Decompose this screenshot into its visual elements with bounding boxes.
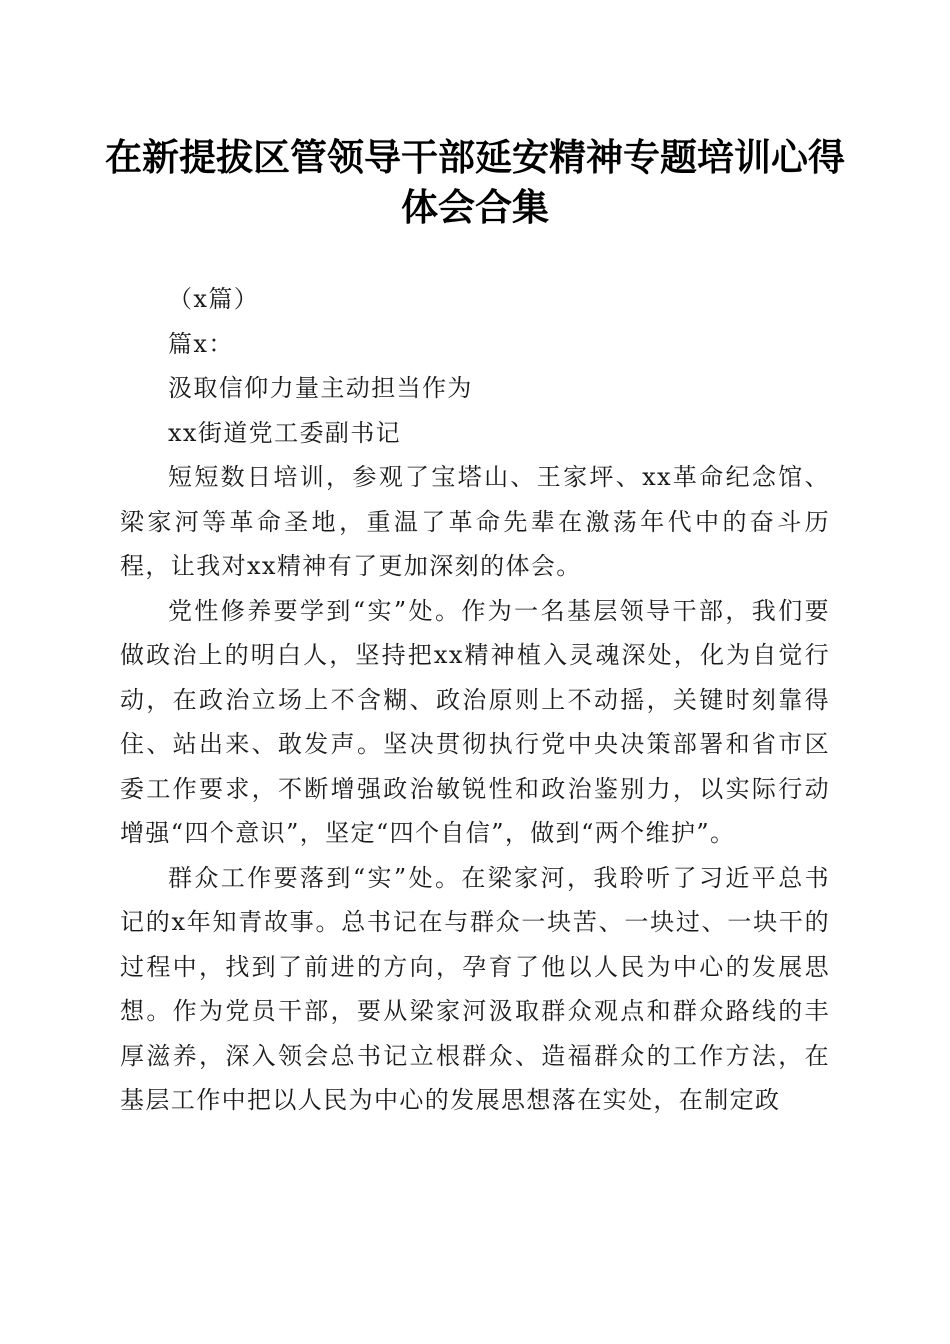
document-title (100, 132, 850, 232)
title-line-1: 在新提拔区管领导干部延安精神专题培训心得 (105, 135, 845, 179)
title-line-2: 体会合集 (401, 185, 549, 229)
paragraph-2: 党性修养要学到“实”处。作为一名基层领导干部，我们要做政治上的明白人，坚持把xx精神植入灵魂深处，化为自觉行动，在政治立场上不含糊、政治原则上不动摇，关键时刻靠得住、站出来、敢发声。坚决贯彻执行党中央决策部署和省市区委工作要求，不断增强政治敏锐性和政治鉴别力，以实际行动增强“四个意识”，坚定“四个自信”，做到“两个维护”。 (120, 596, 830, 847)
document-body (120, 277, 830, 1123)
count-note: （x篇） (168, 285, 260, 313)
piece-title: 汲取信仰力量主动担当作为 (168, 374, 473, 402)
paragraph-3: 群众工作要落到“实”处。在梁家河，我聆听了习近平总书记的x年知青故事。总书记在与群众一块苦、一块过、一块干的过程中，找到了前进的方向，孕育了他以人民为中心的发展思想。作为党员干部，要从梁家河汲取群众观点和群众路线的丰厚滋养，深入领会总书记立根群众、造福群众的工作方法，在基层工作中把以人民为中心的发展思想落在实处，在制定政 (120, 863, 830, 1114)
author-line: xx街道党工委副书记 (168, 418, 402, 447)
piece-label: 篇x： (168, 329, 234, 358)
paragraph-1: 短短数日培训，参观了宝塔山、王家坪、xx革命纪念馆、梁家河等革命圣地，重温了革命先辈在激荡年代中的奋斗历程，让我对xx精神有了更加深刻的体会。 (120, 463, 830, 580)
